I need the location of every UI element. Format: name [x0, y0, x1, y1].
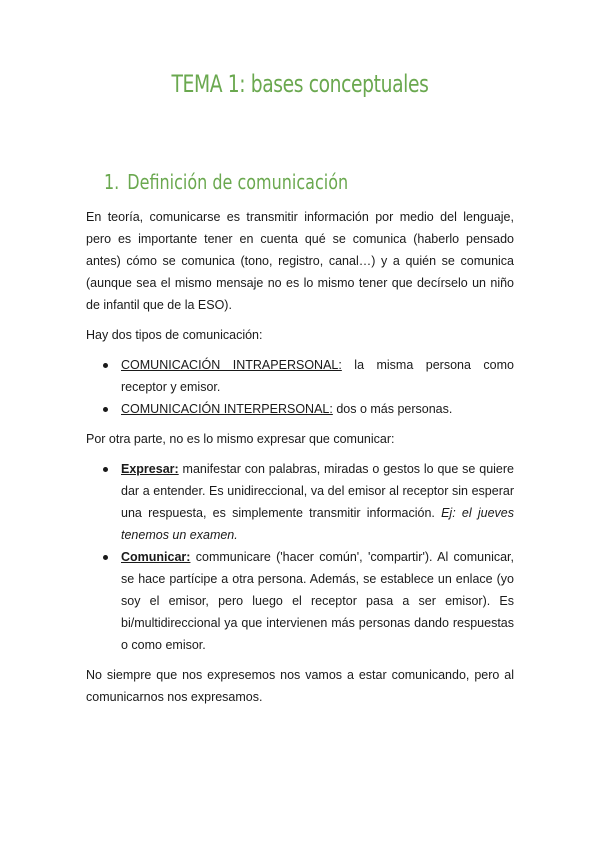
definition-term: Expresar: [121, 462, 179, 476]
type-text: la misma persona como receptor y emisor. [121, 358, 514, 394]
bullet-icon [103, 555, 108, 560]
list-item [86, 458, 514, 546]
bullet-icon [103, 363, 108, 368]
definition-term: Comunicar: [121, 550, 191, 564]
type-term: COMUNICACIÓN INTRAPERSONAL: [121, 358, 342, 372]
section-number: 1. [104, 170, 120, 194]
bullet-icon [103, 467, 108, 472]
type-text: dos o más personas. [332, 402, 453, 416]
definition-text: manifestar con palabras, miradas o gestos lo que se quiere dar a entender. Es unidireccional, va del emisor al receptor sin esperar una respuesta, es simplemente transmitir información. [121, 462, 514, 520]
types-intro: Hay dos tipos de comunicación: [86, 328, 263, 342]
list-item [86, 546, 514, 656]
communication-types-list [86, 354, 514, 420]
definition-example: Ej: el jueves tenemos un examen. [121, 506, 514, 542]
list-item [86, 354, 514, 398]
intro-paragraph: En teoría, comunicarse es transmitir información por medio del lenguaje, pero es importante tener en cuenta qué se comunica (haberlo pensado antes) cómo se comunica (tono, registro, canal…) y a quién se comunica (aunque sea el mismo mensaje no es lo mismo tener que decírselo un niño de infantil que de la ESO). [86, 210, 514, 312]
section-heading [104, 170, 348, 194]
document-body [86, 206, 514, 712]
section-heading-text: Definición de comunicación [127, 170, 349, 194]
type-term: COMUNICACIÓN INTERPERSONAL: [121, 402, 333, 416]
definitions-list [86, 458, 514, 656]
page-title: TEMA 1: bases conceptuales [171, 70, 429, 98]
definition-text: communicare ('hacer común', 'compartir'). Al comunicar, se hace partícipe a otra persona. Además, se establece un enlace (yo soy el emisor, pero luego el receptor pasa a ser emisor). Es bi/multidireccional ya que intervienen más personas dando respuestas o como emisor. [121, 550, 514, 652]
bullet-icon [103, 407, 108, 412]
contrast-intro: Por otra parte, no es lo mismo expresar que comunicar: [86, 432, 395, 446]
closing-paragraph: No siempre que nos expresemos nos vamos a estar comunicando, pero al comunicarnos nos expresamos. [86, 668, 514, 704]
list-item [86, 398, 514, 420]
